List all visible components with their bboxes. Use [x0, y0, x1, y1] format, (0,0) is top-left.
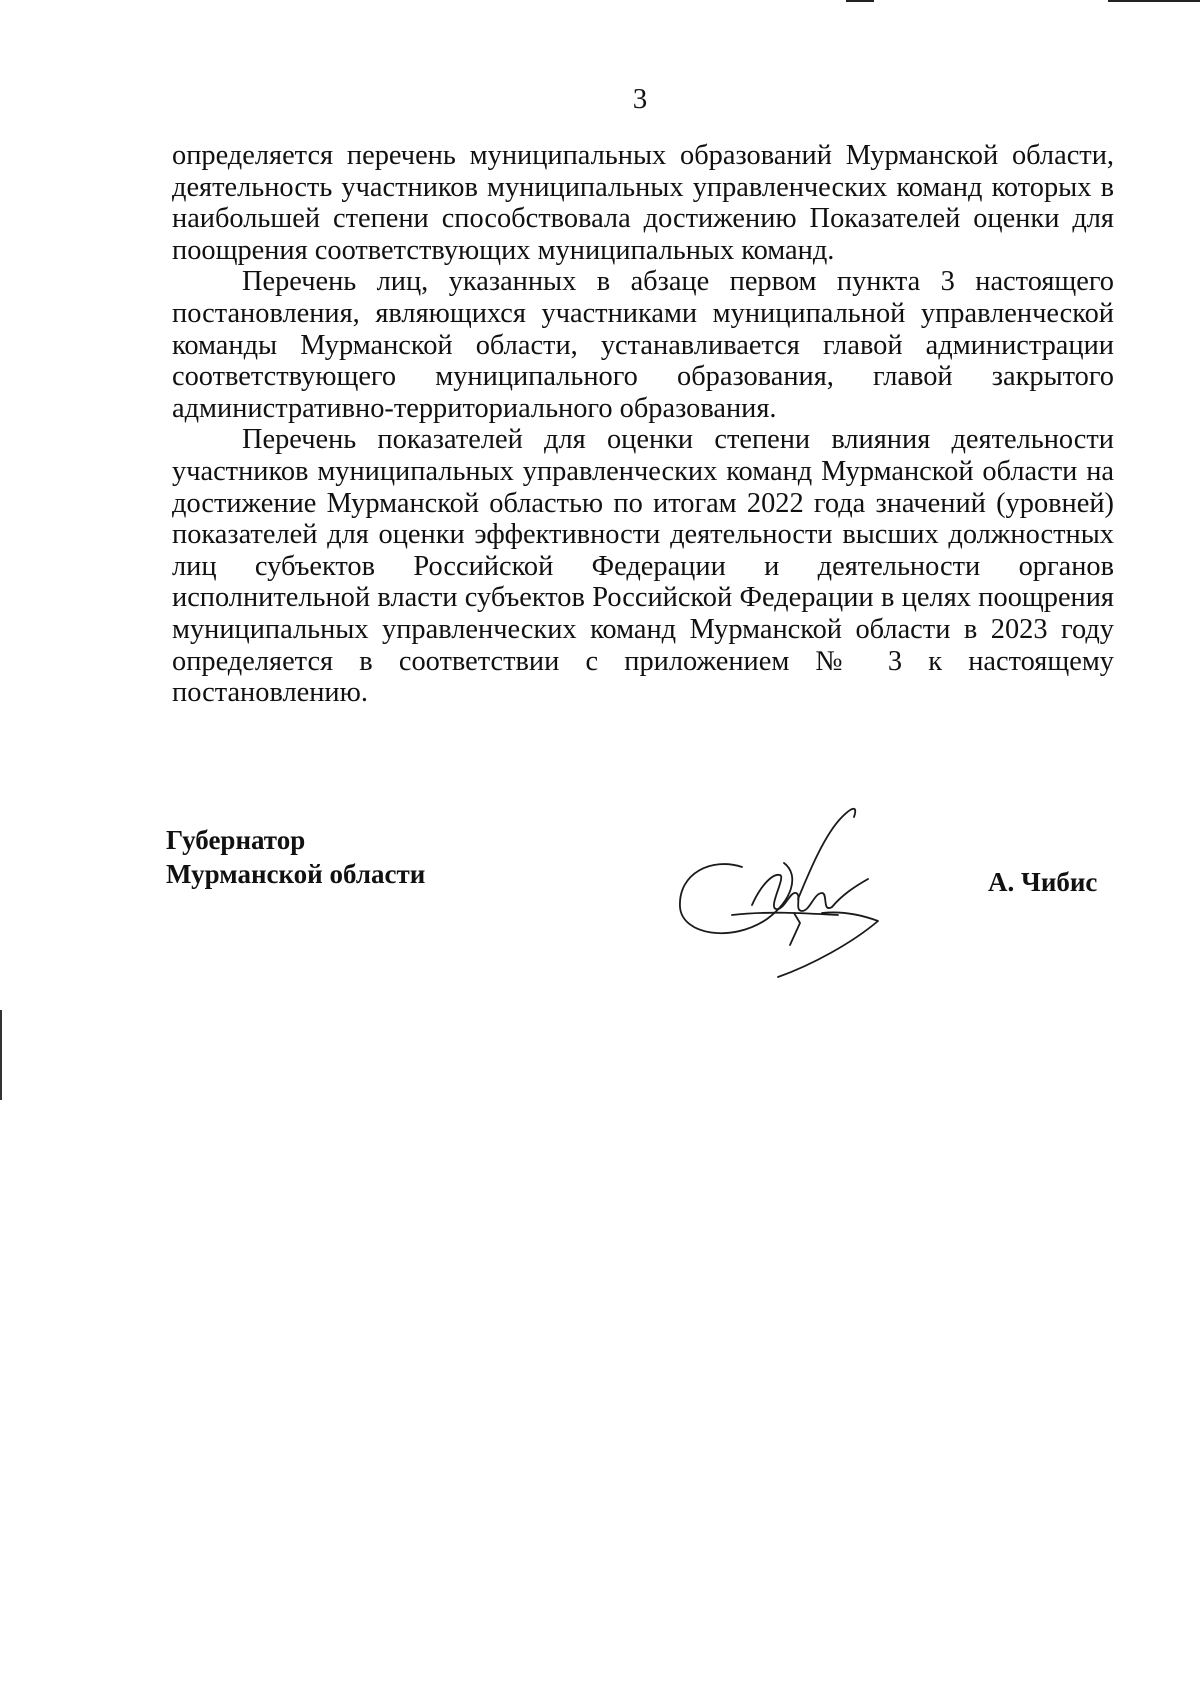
document-body	[172, 140, 1114, 709]
handwritten-signature	[672, 795, 902, 980]
paragraph-continuation: определяется перечень муниципальных образований Мурманской области, деятельность участников муниципальных управленческих команд которых в наибольшей степени способствовала достижению Показателей оценки для поощрения соответствующих муниципальных команд.	[172, 140, 1114, 266]
scan-edge-top-left	[846, 0, 874, 2]
signature-rise	[798, 809, 855, 899]
signature-sweep	[778, 912, 878, 977]
scan-edge-left	[0, 1010, 2, 1100]
signatory-title-line1: Губернатор	[166, 825, 306, 855]
signature-stem	[790, 913, 800, 945]
signature-flourish	[832, 879, 868, 907]
paragraph-persons-list: Перечень лиц, указанных в абзаце первом пункта 3 настоящего постановления, являющихся участниками муниципальной управленческой команды Мурманской области, устанавливается главой администрации соответствующего муниципального образования, главой закрытого административно-территориального образования.	[172, 266, 1114, 424]
signatory-title	[166, 823, 425, 891]
signatory-title-line2: Мурманской области	[166, 859, 426, 889]
signatory-name: А. Чибис	[988, 867, 1098, 897]
page-number: 3	[632, 83, 648, 115]
scan-edge-top-right	[1108, 0, 1200, 2]
paragraph-indicators-list: Перечень показателей для оценки степени влияния деятельности участников муниципальных управленческих команд Мурманской области на достижение Мурманской областью по итогам 2022 года значений (уровней) показателей для оценки эффективности деятельности высших должностных лиц субъектов Российской Федерации и деятельности органов исполнительной власти субъектов Российской Федерации в целях поощрения муниципальных управленческих команд Мурманской области в 2023 году определяется в соответствии с приложением № 3 к настоящему постановлению.	[172, 424, 1114, 709]
